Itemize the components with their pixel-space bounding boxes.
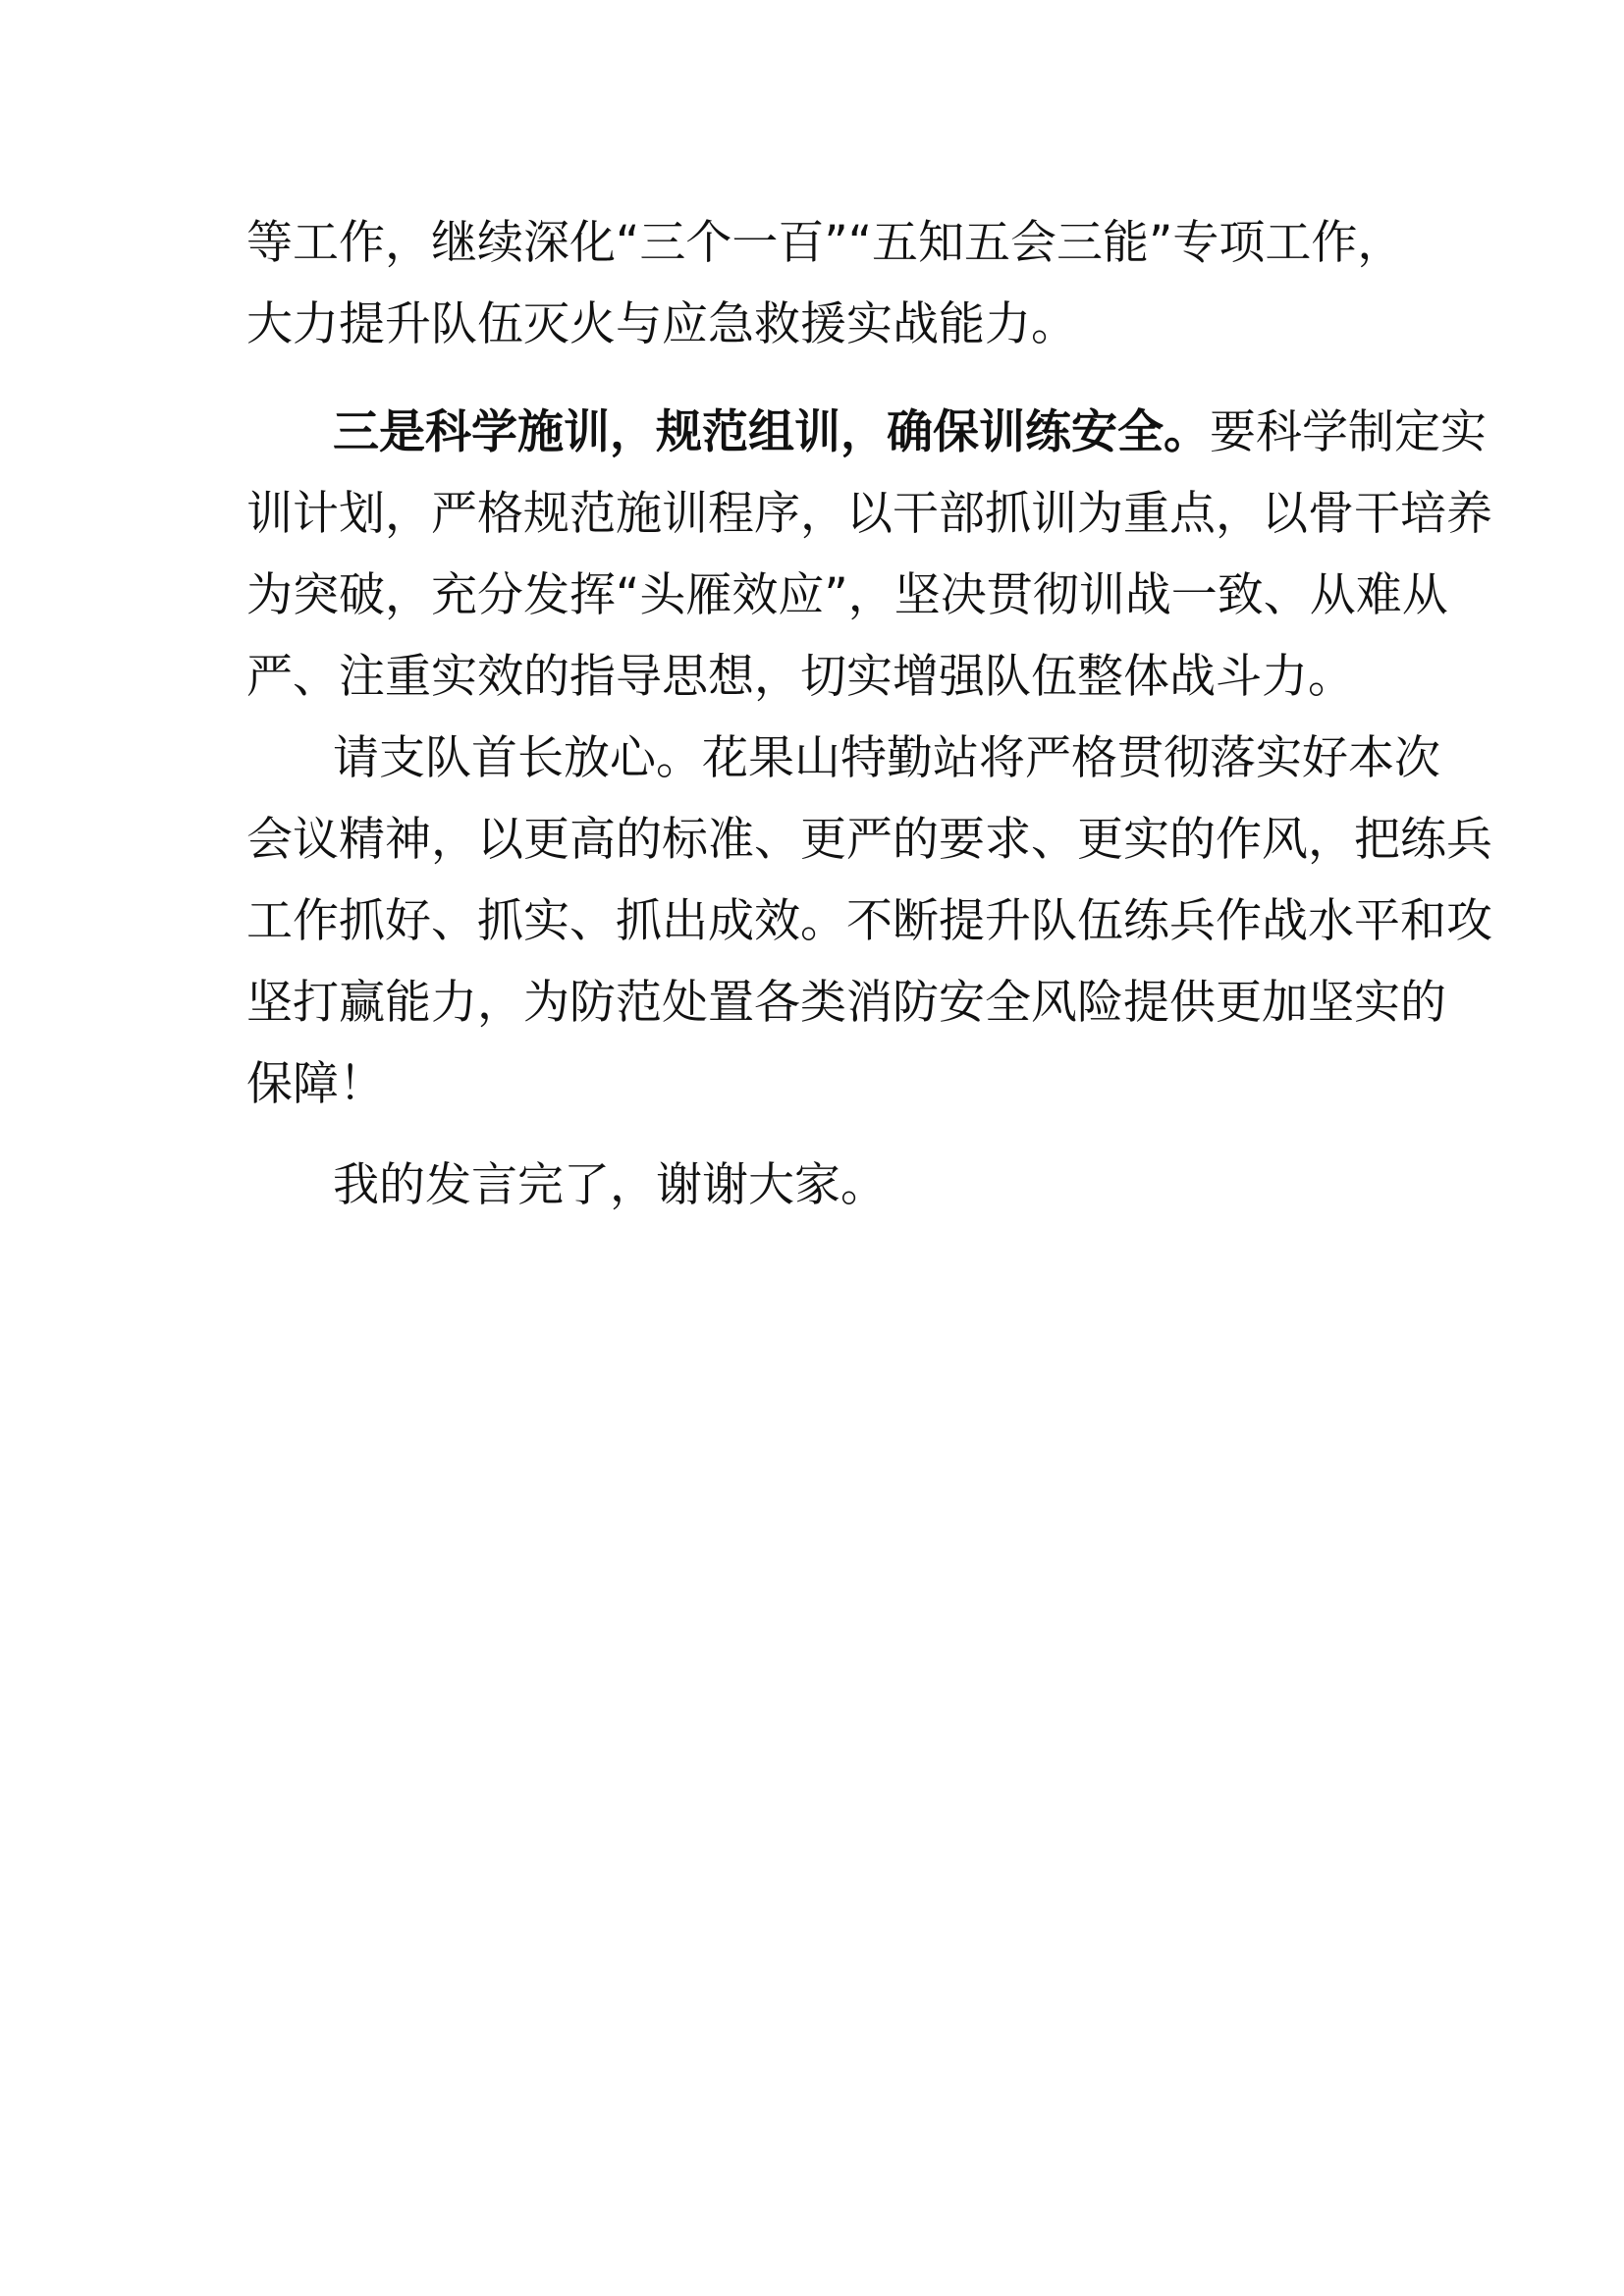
point-three-heading: 三是科学施训，规范组训，确保训练安全。 [333, 405, 1210, 459]
point-three-first-line [333, 403, 1487, 462]
paragraph-line: 坚打赢能力，为防范处置各类消防安全风险提供更加坚实的 [246, 976, 1446, 1030]
paragraph-line: 大力提升队伍灭火与应急救援实战能力。 [246, 297, 1077, 351]
paragraph-line: 为突破，充分发挥“头雁效应”，坚决贯彻训战一致、从难从 [246, 568, 1448, 622]
closing-line: 我的发言完了，谢谢大家。 [333, 1158, 887, 1212]
point-three-tail: 要科学制定实 [1210, 405, 1487, 459]
paragraph-line: 保障！ [246, 1057, 385, 1111]
paragraph-line: 工作抓好、抓实、抓出成效。不断提升队伍练兵作战水平和攻 [246, 894, 1492, 948]
paragraph-line: 会议精神，以更高的标准、更严的要求、更实的作风，把练兵 [246, 813, 1492, 867]
paragraph-line: 等工作，继续深化“三个一百”“五知五会三能”专项工作， [246, 216, 1404, 270]
paragraph-line: 训计划，严格规范施训程序，以干部抓训为重点，以骨干培养 [246, 487, 1492, 541]
paragraph-line: 请支队首长放心。花果山特勤站将严格贯彻落实好本次 [333, 731, 1440, 785]
paragraph-line: 严、注重实效的指导思想，切实增强队伍整体战斗力。 [246, 650, 1354, 704]
